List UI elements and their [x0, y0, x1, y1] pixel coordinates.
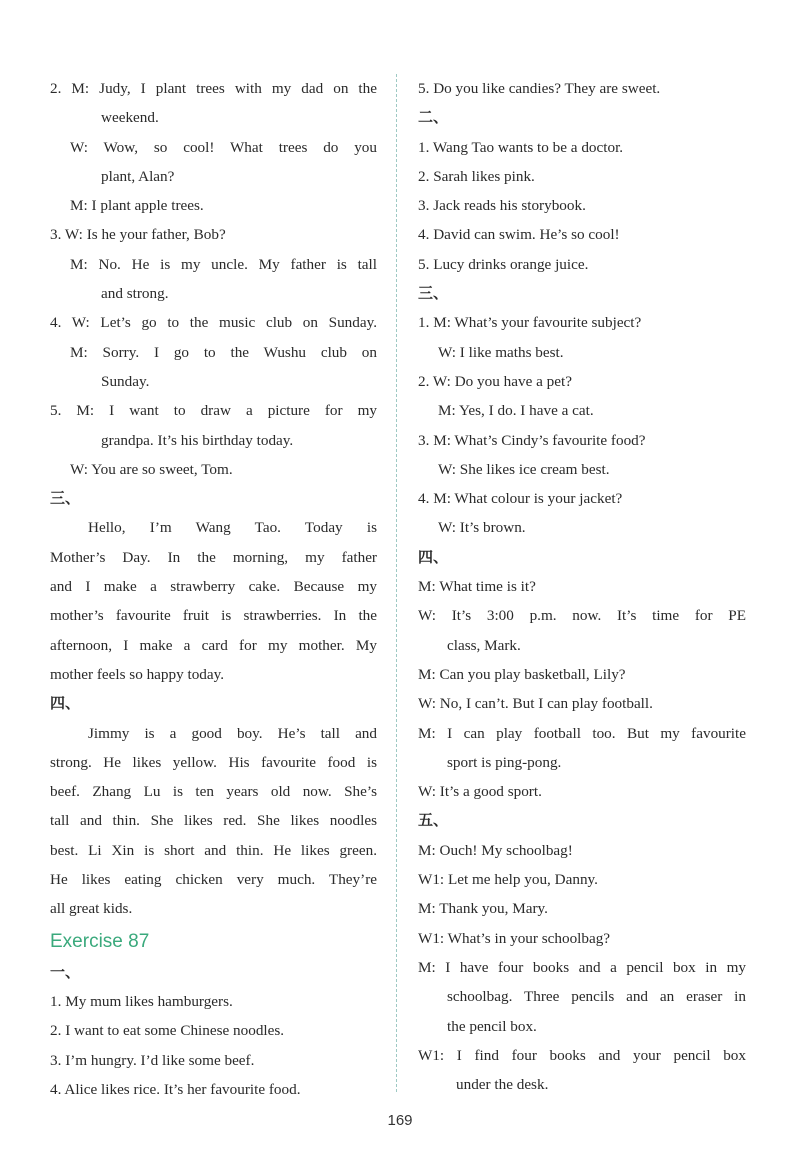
text-line: He likes eating chicken very much. They’re	[50, 871, 377, 889]
text-line: weekend.	[101, 109, 159, 127]
section-heading: 三、	[418, 284, 449, 303]
text-line: W: It’s 3:00 p.m. now. It’s time for PE	[418, 607, 746, 625]
text-line: 5. Do you like candies? They are sweet.	[418, 80, 661, 97]
text-line: 3. Jack reads his storybook.	[418, 197, 586, 215]
text-line: plant, Alan?	[101, 167, 175, 185]
text-line: tall and thin. She likes red. She likes noodles	[50, 812, 377, 830]
text-line: 3. M: What’s Cindy’s favourite food?	[418, 431, 646, 449]
text-line: 1. My mum likes hamburgers.	[50, 992, 233, 1010]
text-line: and strong.	[101, 285, 169, 303]
text-line: M: What time is it?	[418, 578, 536, 596]
page-number: 169	[387, 1112, 413, 1129]
text-line: M: Ouch! My schoolbag!	[418, 841, 573, 859]
text-line: under the desk.	[456, 1076, 549, 1094]
text-line: Jimmy is a good boy. He’s tall and	[88, 724, 377, 742]
text-line: Mother’s Day. In the morning, my father	[50, 548, 377, 566]
text-line: M: Can you play basketball, Lily?	[418, 665, 626, 683]
exercise-heading: Exercise 87	[50, 930, 150, 952]
section-heading: 五、	[418, 811, 449, 830]
text-line: schoolbag. Three pencils and an eraser in	[447, 988, 746, 1006]
text-line: M: Sorry. I go to the Wushu club on	[70, 343, 377, 361]
text-line: W: I like maths best.	[438, 343, 564, 361]
text-line: 5. Lucy drinks orange juice.	[418, 255, 589, 273]
text-line: beef. Zhang Lu is ten years old now. She’s	[50, 783, 377, 801]
text-line: and I make a strawberry cake. Because my	[50, 578, 377, 596]
text-line: Sunday.	[101, 372, 150, 390]
text-line: 3. W: Is he your father, Bob?	[50, 226, 226, 244]
text-line: 2. M: Judy, I plant trees with my dad on the	[50, 80, 377, 97]
right-column	[418, 74, 746, 1099]
text-line: W: It’s brown.	[438, 519, 526, 537]
text-line: all great kids.	[50, 900, 133, 918]
text-line: afternoon, I make a card for my mother. My	[50, 636, 377, 654]
section-heading: 二、	[418, 108, 449, 127]
text-line: W1: Let me help you, Danny.	[418, 871, 598, 889]
text-line: M: I plant apple trees.	[70, 197, 204, 215]
text-line: 3. I’m hungry. I’d like some beef.	[50, 1051, 255, 1069]
section-heading: 四、	[418, 547, 449, 566]
section-heading: 三、	[50, 489, 81, 508]
text-line: 5. M: I want to draw a picture for my	[50, 402, 377, 420]
text-line: mother’s favourite fruit is strawberries. In the	[50, 607, 377, 625]
section-heading: 四、	[50, 694, 81, 713]
text-line: M: Thank you, Mary.	[418, 900, 548, 918]
text-line: M: Yes, I do. I have a cat.	[438, 402, 594, 420]
text-line: mother feels so happy today.	[50, 665, 225, 683]
text-line: 4. W: Let’s go to the music club on Sunday.	[50, 314, 377, 332]
section-heading: 一、	[50, 962, 81, 981]
text-line: grandpa. It’s his birthday today.	[101, 431, 294, 449]
text-line: 4. M: What colour is your jacket?	[418, 490, 623, 508]
text-line: W1: What’s in your schoolbag?	[418, 929, 611, 947]
text-line: best. Li Xin is short and thin. He likes green.	[50, 841, 377, 859]
text-line: 1. Wang Tao wants to be a doctor.	[418, 138, 624, 156]
text-line: M: No. He is my uncle. My father is tall	[70, 255, 377, 273]
left-column	[50, 74, 377, 1104]
text-line: 2. I want to eat some Chinese noodles.	[50, 1022, 285, 1040]
text-line: class, Mark.	[447, 636, 521, 654]
text-line: W1: I find four books and your pencil box	[418, 1046, 746, 1064]
text-line: sport is ping-pong.	[447, 753, 562, 771]
text-line: W: She likes ice cream best.	[438, 460, 610, 478]
text-line: M: I have four books and a pencil box in my	[418, 958, 746, 976]
text-line: Hello, I’m Wang Tao. Today is	[88, 519, 377, 537]
text-line: 2. Sarah likes pink.	[418, 167, 535, 185]
text-line: 4. David can swim. He’s so cool!	[418, 226, 620, 244]
text-line: M: I can play football too. But my favourite	[418, 724, 746, 742]
text-line: W: No, I can’t. But I can play football.	[418, 695, 653, 713]
text-line: 2. W: Do you have a pet?	[418, 372, 572, 390]
text-line: 1. M: What’s your favourite subject?	[418, 314, 642, 332]
column-divider	[396, 74, 397, 1092]
text-line: strong. He likes yellow. His favourite food is	[50, 753, 377, 771]
text-line: W: It’s a good sport.	[418, 783, 542, 801]
text-line: the pencil box.	[447, 1017, 537, 1035]
text-line: 4. Alice likes rice. It’s her favourite food.	[50, 1080, 301, 1098]
text-line: W: You are so sweet, Tom.	[70, 460, 233, 478]
text-line: W: Wow, so cool! What trees do you	[70, 138, 377, 156]
